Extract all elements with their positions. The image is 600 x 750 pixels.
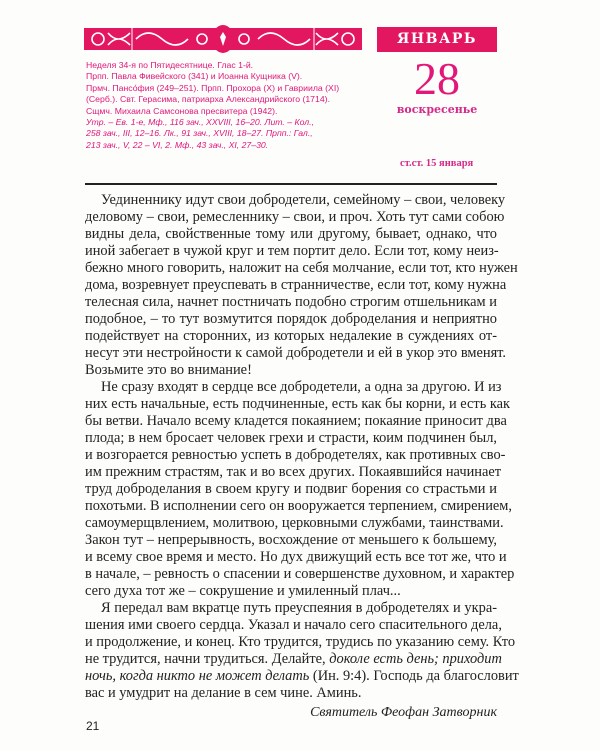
text-line: Не сразу входят в сердце все добродетели, а одна за другою. И из	[101, 379, 502, 395]
readings-line: 213 зач., V, 22 – VI, 2. Мф., 43 зач., XI, 27–30.	[86, 139, 269, 150]
text-line: Возьмите это во внимание!	[85, 362, 252, 378]
text-line: шения ими своего сердца. Указал и начало сего спасительного дела,	[85, 617, 502, 633]
text-line: Я передал вам вкратце путь преуспеяния в добродетелях и укра-	[101, 600, 497, 616]
day-number: 28	[414, 53, 460, 104]
text-line: деловому – свои, ремесленнику – свои, и проч. Хоть тут сами собою	[85, 209, 505, 225]
text-line: сего духа тот же – сокрушение и умиленный плач...	[85, 583, 401, 599]
text-line: и всему свое время и место. Но дух движущий есть все тот же, что и	[85, 549, 507, 565]
body-text	[85, 192, 519, 702]
text-segment: (Ин. 9:4). Господь да благословит	[309, 668, 519, 684]
saints-line: Сщмч. Михаила Самсонова пресвитера (1942).	[86, 105, 278, 116]
text-line: самоумерщвлением, молитвою, церковными службами, таинствами.	[85, 515, 504, 531]
saints-of-the-day	[86, 60, 376, 151]
text-line: им прежним страстям, так и во всех других. Покаявшийся начинает	[85, 464, 502, 480]
saints-line: Неделя 34-я по Пятидесятнице. Глас 1-й.	[86, 60, 254, 70]
readings-line: 258 зач., III, 12–16. Лк., 91 зач., XVIII, 18–27. Прпп.: Гал.,	[86, 128, 313, 139]
text-line: видны дела, свойственные тому или другому, бывает, однако, что	[85, 226, 497, 242]
weekday-label: воскресенье	[396, 103, 478, 116]
text-line: в начале, – ревность о спасении и совершенстве духовном, и характер	[85, 566, 515, 582]
month-label: ЯНВАРЬ	[377, 27, 497, 52]
text-line: Закон тут – непрерывность, восхождение от меньшего к большему,	[85, 532, 497, 548]
horizontal-rule	[85, 183, 497, 185]
text-line: дома, возревнует преуспевать в странничестве, если тот, кому нужна	[85, 277, 507, 293]
text-line: похотьми. В исполнении сего он вооружается терпением, смирением,	[85, 498, 512, 514]
text-line	[85, 668, 519, 685]
decorative-ornament-banner	[84, 25, 362, 53]
old-style-date: ст.ст. 15 января	[400, 158, 474, 169]
saints-line: (Серб.). Свт. Герасима, патриарха Александрийского (1714).	[86, 94, 330, 105]
text-line: и продолжение, и конец. Кто трудится, трудись по указанию сему. Кто	[85, 634, 516, 650]
text-line: несут эти нестройности к самой добродетели и ей в укор это вменят.	[85, 345, 506, 361]
text-line: Уединеннику идут свои добродетели, семейному – свои, человеку	[101, 192, 506, 208]
text-line: вас и умудрит на делание в сем чине. Аминь.	[85, 685, 362, 701]
text-line: телесная сила, начнет постничать подобно строгим отшельникам и	[85, 294, 497, 310]
author-signature: Святитель Феофан Затворник	[310, 705, 497, 720]
saints-line: Прмч. Пансо́фия (249–251). Прпп. Прохора (X) и Гавриила (XI)	[86, 82, 340, 93]
text-line: бежно много говорить, наложит на себя молчание, если тот, кто нужен	[85, 260, 518, 276]
text-line: труд доброделания в своем кругу и подвиг борения со страстьми и	[85, 481, 497, 497]
text-line: иной забегает в чужой круг и тем портит дело. Если тот, кому неиз-	[85, 243, 499, 259]
text-line: бы ветви. Начало всему кладется покаянием; покаяние приносит два	[85, 413, 507, 429]
text-line: подобное, – то тут возмутится порядок доброделания и неприятно	[85, 311, 497, 327]
text-line: и возгорается ревностью успеть в добродетелях, как противных сво-	[85, 447, 506, 463]
text-line: них есть начальные, есть подчиненные, есть как бы корни, и есть как	[85, 396, 511, 412]
saints-line: Прпп. Павла Фивейского (341) и Иоанна Кущника (V).	[86, 71, 303, 82]
text-line: плода; в нем бросает человек грехи и страсти, коим подчинен был,	[85, 430, 497, 446]
text-line	[85, 651, 502, 668]
text-line: подействует на сторонних, из которых недалекие в суждениях от-	[85, 328, 497, 344]
scripture-quote: доколе есть день; приходит	[329, 651, 502, 667]
text-segment: не трудится, начни трудиться. Делайте,	[85, 651, 330, 667]
readings-line: Утр. – Ев. 1-е, Мф., 116 зач., XXVIII, 16–20. Лит. – Кол.,	[86, 117, 314, 128]
scripture-quote: ночь, когда никто не может делать	[85, 668, 310, 684]
page-number: 21	[86, 719, 100, 733]
